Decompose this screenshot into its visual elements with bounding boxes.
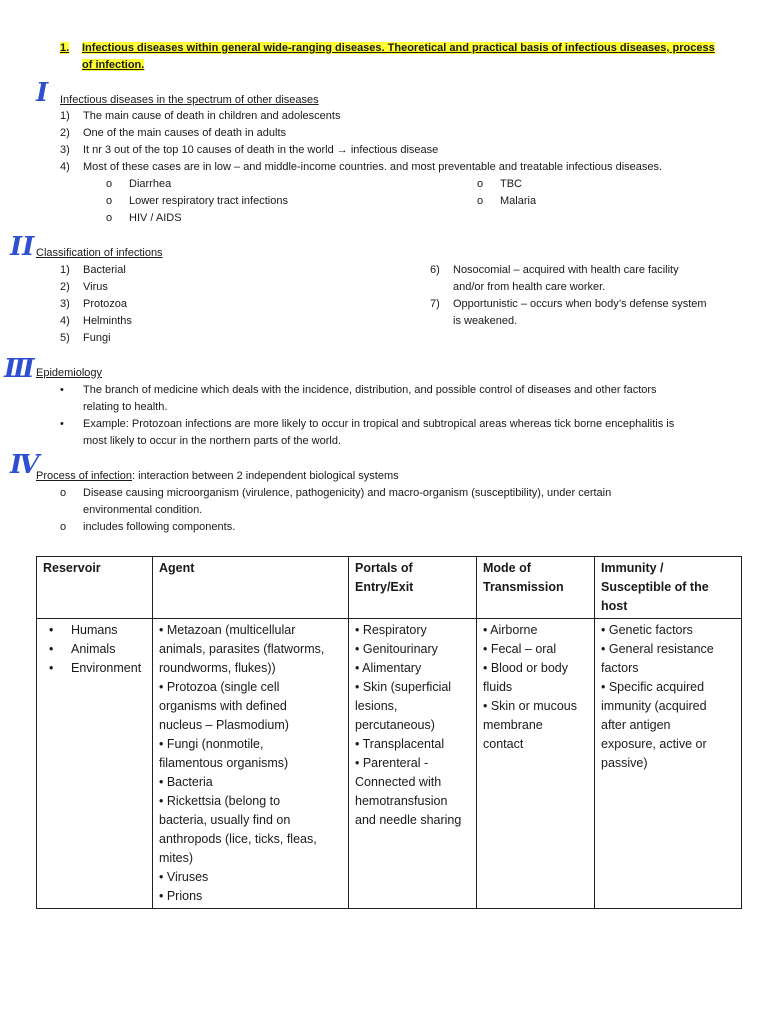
- process-text: environmental condition.: [83, 504, 203, 516]
- roman-numeral-4: IV: [10, 450, 37, 480]
- section-3-title: Epidemiology: [36, 367, 103, 379]
- sub-item-left: Lower respiratory tract infections: [129, 195, 288, 207]
- section-2-title: Classification of infections: [36, 247, 163, 259]
- class-item: Virus: [83, 281, 108, 293]
- infection-components-table: [36, 556, 742, 909]
- heading-line-1: Infectious diseases within general wide-ranging diseases. Theoretical and practical basis of infectious diseases, process: [82, 42, 715, 54]
- epidemiology-text: Example: Protozoan infections are more likely to occur in tropical and subtropical areas whereas tick borne encephalitis is: [83, 418, 675, 430]
- agent-line: anthropods (lice, ticks, fleas,: [159, 832, 317, 846]
- roman-numeral-1: I: [36, 78, 49, 108]
- class-item: Opportunistic – occurs when body’s defense system: [453, 298, 707, 310]
- class-item: Protozoa: [83, 298, 128, 310]
- header-mode-text: Mode of Transmission: [483, 561, 564, 594]
- portal-line: • Alimentary: [355, 661, 422, 675]
- class-item-num: 7): [430, 298, 440, 310]
- mode-line: fluids: [483, 680, 513, 694]
- portal-line: • Respiratory: [355, 623, 427, 637]
- section-1-item: The main cause of death in children and adolescents: [83, 110, 341, 122]
- agent-line: filamentous organisms): [159, 756, 289, 770]
- immunity-line: after antigen: [601, 718, 671, 732]
- header-mode: [477, 557, 595, 619]
- list-item: • Humans: [71, 621, 146, 640]
- class-item: and/or from health care worker.: [453, 281, 606, 293]
- class-item-num: 5): [60, 332, 70, 344]
- section-1-item-num: 4): [60, 161, 70, 173]
- class-item-num: 3): [60, 298, 70, 310]
- section-1-item: Most of these cases are in low – and middle-income countries. and most preventable and treatable infectious diseases.: [83, 161, 663, 173]
- section-1-item: One of the main causes of death in adults: [83, 127, 287, 139]
- immunity-line: immunity (acquired: [601, 699, 707, 713]
- sub-marker: o: [477, 178, 484, 190]
- portal-line: • Parenteral -: [355, 756, 429, 770]
- sub-marker: o: [477, 195, 484, 207]
- section-4-title: [36, 468, 399, 485]
- sub-item-right: Malaria: [500, 195, 537, 207]
- bullet-icon: •: [60, 418, 64, 430]
- mode-cell: [477, 619, 595, 909]
- agent-cell: [153, 619, 349, 909]
- list-item: • Environment: [71, 659, 146, 678]
- class-item: Helminths: [83, 315, 132, 327]
- class-item-num: 1): [60, 264, 70, 276]
- section-1-title: Infectious diseases in the spectrum of other diseases: [60, 94, 319, 106]
- class-item-num: 6): [430, 264, 440, 276]
- sub-marker: o: [60, 487, 67, 499]
- agent-line: • Bacteria: [159, 775, 213, 789]
- sub-marker: o: [106, 178, 113, 190]
- header-portals-text: Portals of Entry/Exit: [355, 561, 414, 594]
- immunity-line: factors: [601, 661, 639, 675]
- header-portals: [349, 557, 477, 619]
- portal-line: Connected with: [355, 775, 442, 789]
- table-header-row: [37, 557, 742, 619]
- class-item: Bacterial: [83, 264, 126, 276]
- class-item: Nosocomial – acquired with health care facility: [453, 264, 679, 276]
- agent-line: • Metazoan (multicellular: [159, 623, 296, 637]
- table-row: [37, 619, 742, 909]
- header-reservoir: Reservoir: [37, 557, 153, 619]
- agent-line: • Rickettsia (belong to: [159, 794, 281, 808]
- portal-line: • Genitourinary: [355, 642, 438, 656]
- list-item: • Animals: [71, 640, 146, 659]
- immunity-cell: [595, 619, 742, 909]
- immunity-line: • General resistance: [601, 642, 714, 656]
- process-text: Disease causing microorganism (virulence, pathogenicity) and macro-organism (susceptibility), under certain: [83, 487, 612, 499]
- mode-line: • Fecal – oral: [483, 642, 557, 656]
- sub-item-left: Diarrhea: [129, 178, 172, 190]
- agent-line: animals, parasites (flatworms,: [159, 642, 325, 656]
- sub-item-right: TBC: [500, 178, 522, 190]
- sub-marker: o: [106, 212, 113, 224]
- immunity-line: • Genetic factors: [601, 623, 693, 637]
- heading-number: 1.: [60, 42, 70, 54]
- agent-line: organisms with defined: [159, 699, 287, 713]
- immunity-line: exposure, active or: [601, 737, 707, 751]
- agent-line: • Protozoa (single cell: [159, 680, 280, 694]
- agent-line: nucleus – Plasmodium): [159, 718, 289, 732]
- class-item-num: 4): [60, 315, 70, 327]
- portal-line: lesions,: [355, 699, 398, 713]
- section-1-item-num: 2): [60, 127, 70, 139]
- agent-line: • Fungi (nonmotile,: [159, 737, 264, 751]
- agent-line: mites): [159, 851, 194, 865]
- agent-line: roundworms, flukes)): [159, 661, 276, 675]
- portal-line: • Transplacental: [355, 737, 445, 751]
- process-text: includes following components.: [83, 521, 236, 533]
- section-1-item-num: 1): [60, 110, 70, 122]
- roman-numeral-2: II: [10, 232, 35, 262]
- section-4-title-rest: : interaction between 2 independent biological systems: [132, 470, 399, 482]
- sub-marker: o: [106, 195, 113, 207]
- epidemiology-text: most likely to occur in the northern parts of the world.: [83, 435, 342, 447]
- reservoir-cell: [37, 619, 153, 909]
- section-1-item: It nr 3 out of the top 10 causes of death in the world → infectious disease: [83, 144, 439, 156]
- class-item: is weakened.: [453, 315, 518, 327]
- mode-line: • Blood or body: [483, 661, 568, 675]
- roman-numeral-3: III: [4, 354, 32, 384]
- mode-line: • Skin or mucous: [483, 699, 577, 713]
- heading-line-2: of infection.: [82, 59, 145, 71]
- section-1-item-num: 3): [60, 144, 70, 156]
- bullet-icon: •: [60, 384, 64, 396]
- reservoir-list: [43, 621, 146, 678]
- header-immunity: [595, 557, 742, 619]
- mode-line: contact: [483, 737, 524, 751]
- section-4-title-link: Process of infection: [36, 470, 132, 482]
- portals-cell: [349, 619, 477, 909]
- agent-line: bacteria, usually find on: [159, 813, 291, 827]
- mode-line: • Airborne: [483, 623, 538, 637]
- epidemiology-text: The branch of medicine which deals with the incidence, distribution, and possible control of diseases and other factors: [83, 384, 657, 396]
- portal-line: percutaneous): [355, 718, 435, 732]
- mode-line: membrane: [483, 718, 543, 732]
- header-immunity-text: Immunity / Susceptible of the host: [601, 561, 709, 613]
- sub-item-left: HIV / AIDS: [129, 212, 182, 224]
- sub-marker: o: [60, 521, 67, 533]
- agent-line: • Viruses: [159, 870, 209, 884]
- immunity-line: passive): [601, 756, 648, 770]
- portal-line: and needle sharing: [355, 813, 462, 827]
- portal-line: • Skin (superficial: [355, 680, 452, 694]
- immunity-line: • Specific acquired: [601, 680, 705, 694]
- epidemiology-text: relating to health.: [83, 401, 168, 413]
- class-item: Fungi: [83, 332, 111, 344]
- agent-line: • Prions: [159, 889, 203, 903]
- header-agent: Agent: [153, 557, 349, 619]
- portal-line: hemotransfusion: [355, 794, 448, 808]
- class-item-num: 2): [60, 281, 70, 293]
